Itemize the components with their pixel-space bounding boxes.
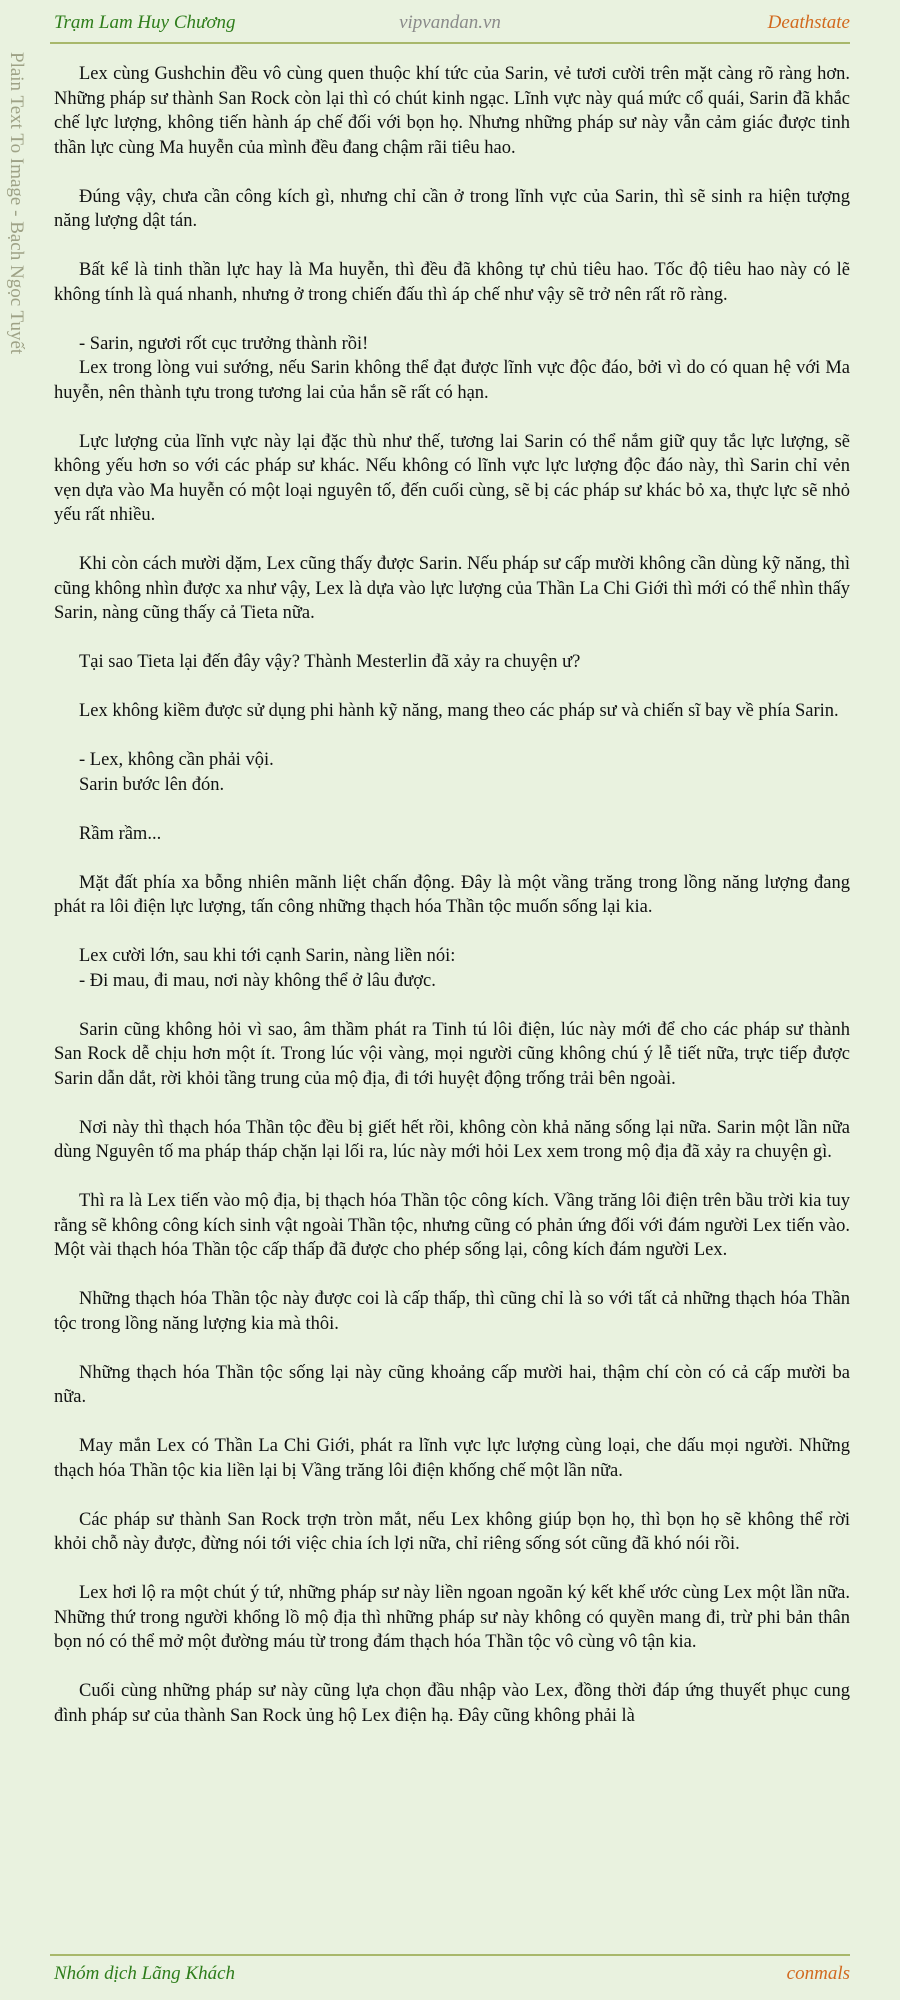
- footer-divider: [50, 1954, 850, 1956]
- header-uploader: Deathstate: [767, 12, 850, 33]
- header-site-name: vipvandan.vn: [399, 12, 501, 33]
- paragraph: Lex hơi lộ ra một chút ý tứ, những pháp sư này liền ngoan ngoãn ký kết khế ước cùng Lex một lần nữa. Những thứ trong người khổng lồ mộ địa thì những pháp sư này không có quyền mang đi, trừ phi bản thân bọn nó có thể mở một đường máu từ trong đám thạch hóa Thần tộc vô cùng vô tận kia.: [54, 1583, 850, 1652]
- paragraph: Lex cười lớn, sau khi tới cạnh Sarin, nàng liền nói:: [79, 946, 456, 966]
- paragraph: Các pháp sư thành San Rock trợn tròn mắt, nếu Lex không giúp bọn họ, thì bọn họ sẽ không thể rời khỏi chỗ này được, đừng nói tới việc chia ích lợi nữa, chỉ riêng sống sót cũng đã khó nói rồi.: [54, 1509, 850, 1554]
- paragraph: Khi còn cách mười dặm, Lex cũng thấy được Sarin. Nếu pháp sư cấp mười không cần dùng kỹ năng, thì cũng không nhìn được xa như vậy, Lex là dựa vào lực lượng của Thần La Chi Giới thì mới có thể nhìn thấy Sarin, nàng cũng thấy cả Tieta nữa.: [54, 554, 850, 623]
- paragraph: May mắn Lex có Thần La Chi Giới, phát ra lĩnh vực lực lượng cùng loại, che dấu mọi người. Những thạch hóa Thần tộc kia liền lại bị Vầng trăng lôi điện khống chế một lần nữa.: [54, 1436, 850, 1481]
- paragraph: Nơi này thì thạch hóa Thần tộc đều bị giết hết rồi, không còn khả năng sống lại nữa. Sarin một lần nữa dùng Nguyên tố ma pháp tháp chặn lại lối ra, lúc này mới hỏi Lex xem trong mộ địa đã xảy ra chuyện gì.: [54, 1117, 850, 1162]
- paragraph: Những thạch hóa Thần tộc sống lại này cũng khoảng cấp mười hai, thậm chí còn có cả cấp mười ba nữa.: [54, 1362, 850, 1407]
- footer-translator-group: Nhóm dịch Lãng Khách: [54, 1963, 236, 1984]
- paragraph: Mặt đất phía xa bỗng nhiên mãnh liệt chấn động. Đây là một vầng trăng trong lồng năng lượng đang phát ra lôi điện lực lượng, tấn công những thạch hóa Thần tộc muốn sống lại kia.: [54, 872, 850, 917]
- paragraph: Lực lượng của lĩnh vực này lại đặc thù như thế, tương lai Sarin có thể nắm giữ quy tắc lực lượng, sẽ không yếu hơn so với các pháp sư khác. Nếu không có lĩnh vực lực lượng độc đáo này, thì Sarin chỉ vẻn vẹn dựa vào Ma huyễn có một loại nguyên tố, đến cuối cùng, sẽ bị các pháp sư khác bỏ xa, thực lực sẽ nhỏ yếu rất nhiều.: [54, 431, 850, 525]
- paragraph: Cuối cùng những pháp sư này cũng lựa chọn đầu nhập vào Lex, đồng thời đáp ứng thuyết phục cung đình pháp sư của thành San Rock ủng hộ Lex điện hạ. Đây cũng không phải là: [54, 1681, 850, 1726]
- paragraph: - Đi mau, đi mau, nơi này không thể ở lâu được.: [79, 970, 436, 991]
- paragraph: - Sarin, ngươi rốt cục trưởng thành rồi!: [79, 333, 369, 354]
- paragraph: Lex không kiềm được sử dụng phi hành kỹ năng, mang theo các pháp sư và chiến sĩ bay về phía Sarin.: [79, 701, 839, 721]
- side-watermark: [6, 52, 42, 392]
- paragraph: - Lex, không cần phải vội.: [79, 750, 274, 770]
- paragraph: Bất kể là tinh thần lực hay là Ma huyễn, thì đều đã không tự chủ tiêu hao. Tốc độ tiêu hao này có lẽ không tính là quá nhanh, nhưng ở trong chiến đấu thì áp chế như vậy sẽ trở nên rất rõ ràng.: [54, 260, 850, 305]
- footer-editor: conmals: [786, 1963, 850, 1984]
- header-book-title: Trạm Lam Huy Chương: [54, 12, 236, 33]
- paragraph: Sarin cũng không hỏi vì sao, âm thầm phát ra Tinh tú lôi điện, lúc này mới để cho các pháp sư thành San Rock dễ chịu hơn một ít. Trong lúc vội vàng, mọi người cũng không chú ý lễ tiết nữa, trực tiếp được Sarin dẫn dắt, rời khỏi tầng trung của mộ địa, đi tới huyệt động trống trải bên ngoài.: [54, 1019, 850, 1089]
- paragraph: Thì ra là Lex tiến vào mộ địa, bị thạch hóa Thần tộc công kích. Vầng trăng lôi điện trên bầu trời kia tuy rằng sẽ không công kích sinh vật ngoài Thần tộc, nhưng cũng có phản ứng đối với đám người Lex tiến vào. Một vài thạch hóa Thần tộc cấp thấp đã được cho phép sống lại, công kích đám người Lex.: [54, 1191, 850, 1260]
- header-divider: [50, 42, 850, 44]
- paragraph: Tại sao Tieta lại đến đây vậy? Thành Mesterlin đã xảy ra chuyện ư?: [79, 652, 581, 672]
- paragraph: Đúng vậy, chưa cần công kích gì, nhưng chỉ cần ở trong lĩnh vực của Sarin, thì sẽ sinh ra hiện tượng năng lượng dật tán.: [54, 186, 850, 231]
- paragraph: Sarin bước lên đón.: [79, 774, 225, 795]
- paragraph: Lex cùng Gushchin đều vô cùng quen thuộc khí tức của Sarin, vẻ tươi cười trên mặt càng rõ ràng hơn. Những pháp sư thành San Rock còn lại thì có chút kinh ngạc. Lĩnh vực này quá mức cổ quái, Sarin đã khắc chế lực lượng, không tiến hành áp chế đối với bọn họ. Nhưng những pháp sư này vẫn cảm giác được tinh thần lực cùng Ma huyễn của mình đều đang chậm rãi tiêu hao.: [54, 64, 850, 158]
- page-header: [0, 0, 900, 44]
- paragraph: Lex trong lòng vui sướng, nếu Sarin không thể đạt được lĩnh vực độc đáo, bởi vì do có quan hệ với Ma huyễn, nên thành tựu trong tương lai của hắn sẽ rất có hạn.: [54, 358, 850, 403]
- page-body: [54, 62, 850, 1728]
- paragraph: Những thạch hóa Thần tộc này được coi là cấp thấp, thì cũng chỉ là so với tất cả những thạch hóa Thần tộc trong lồng năng lượng kia mà thôi.: [54, 1289, 850, 1334]
- side-watermark-text: Plain Text To Image - Bạch Ngọc Tuyết: [6, 52, 27, 355]
- paragraph: Rầm rầm...: [79, 823, 162, 844]
